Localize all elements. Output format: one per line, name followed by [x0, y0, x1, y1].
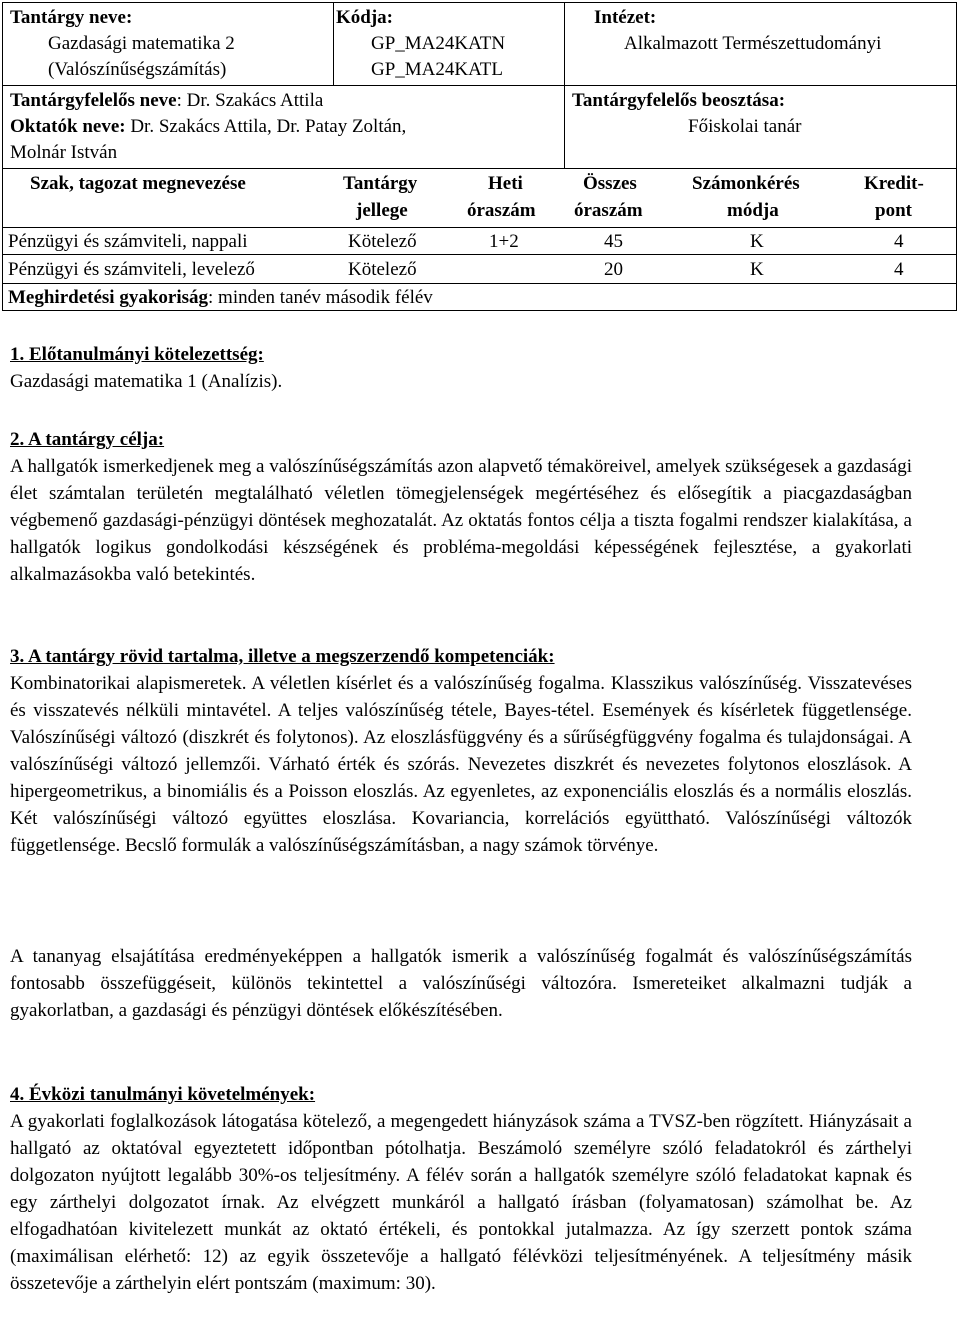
table-divider-row4: [2, 283, 957, 284]
code-value-2: GP_MA24KATL: [371, 59, 503, 80]
position-value: Főiskolai tanár: [688, 116, 802, 137]
col-header-major: Szak, tagozat megnevezése: [30, 173, 246, 194]
frequency-value: : minden tanév második félév: [208, 287, 433, 308]
table-border-top: [2, 2, 957, 3]
section-1-title: 1. Előtanulmányi kötelezettség:: [10, 344, 264, 365]
code-label: Kódja:: [336, 7, 393, 28]
col-header-exam-1: Számonkérés: [692, 173, 800, 194]
section-requirements: [10, 1081, 912, 1297]
table-divider-header: [2, 227, 957, 228]
section-4-text: A gyakorlati foglalkozások látogatása kötelező, a megengedett hiányzások száma a TVSZ-ben rögzített. Hiányzásait a hallgató az oktatóval egyeztetett időpontban pótolhatja. Beszámoló személyre szóló feladatokról és zárthelyi dolgozaton nyújtott legalább 30%-os teljesítmény. A félév során a hallgatók személyre szóló feladatokat kapnak és egy zárthelyi dolgozatot írnak. Az elvégzett munkáról a hallgató írásban (folyamatosan) számolhat be. Az elfogadhatóan kivitelezett munkát az oktató értékeli, és pontokkal jutalmazza. Az így szerzett pontok száma (maximálisan elérhető: 12) az egyik összetevője a hallgató félévközi teljesítményének. A teljesítmény másik összetevője a zárthelyin elért pontszám (maximum: 30).: [10, 1111, 912, 1294]
section-2-title: 2. A tantárgy célja:: [10, 429, 165, 450]
row1-weekly: 1+2: [489, 231, 519, 252]
instructors-value-1: Dr. Szakács Attila, Dr. Patay Zoltán,: [125, 116, 407, 137]
row2-credit: 4: [894, 259, 904, 280]
col-header-credit-1: Kredit-: [864, 173, 924, 194]
section-1-text: Gazdasági matematika 1 (Analízis).: [10, 371, 283, 392]
section-prerequisites: [10, 341, 912, 395]
section-3-text: Kombinatorikai alapismeretek. A véletlen kísérlet és a valószínűség fogalma. Klasszikus valószínűség. Visszatevéses és visszatevés nélküli mintavétel. A teljes valószínűség tétele, Bayes-tétel. Események és kísérletek függetlensége. Valószínűségi változó (diszkrét és folytonos). Az eloszlásfüggvény és a sűrűségfüggvény fogalma és tulajdonságai. A valószínűségi változó jellemzői. Várható érték és szórás. Nevezetes diszkrét és nevezetes folytonos eloszlások. A hipergeometrikus, a binomiális és a Poisson eloszlás. Az egyenletes, az exponenciális eloszlás és a normális eloszlás. Két valószínűségi változó együttes eloszlása. Kovariancia, korrelációs együttható. Valószínűségi változók függetlensége. Becslő formulák a valószínűségszámításban, a nagy számok törvénye.: [10, 673, 912, 856]
row2-exam: K: [750, 259, 764, 280]
section-3-title: 3. A tantárgy rövid tartalma, illetve a megszerzendő kompetenciák:: [10, 646, 555, 667]
table-border-bottom: [2, 310, 957, 311]
responsible-value: : Dr. Szakács Attila: [176, 90, 324, 111]
col-header-weekly-1: Heti: [488, 173, 523, 194]
subject-label: Tantárgy neve:: [10, 7, 133, 28]
position-label: Tantárgyfelelős beosztása:: [572, 90, 786, 111]
col-header-type-2: jellege: [356, 200, 408, 221]
instructors-label: Oktatók neve:: [10, 116, 126, 137]
institute-value: Alkalmazott Természettudományi: [624, 33, 882, 54]
table-border-right: [956, 2, 957, 311]
table-divider-row2: [2, 168, 957, 169]
section-3-text-2: A tananyag elsajátítása eredményeképpen a hallgatók ismerik a valószínűség fogalmát és valószínűségszámítás fontosabb összefüggéseit, különös tekintettel a valószínűségi változóra. Ismereteiket alkalmazni tudják a gyakorlatban, a gazdasági és pénzügyi döntések előkészítésében.: [10, 946, 912, 1021]
table-border-left: [2, 2, 3, 311]
row2-total: 20: [604, 259, 623, 280]
section-4-title: 4. Évközi tanulmányi követelmények:: [10, 1084, 316, 1105]
row1-total: 45: [604, 231, 623, 252]
col-header-total-2: óraszám: [574, 200, 643, 221]
col-header-exam-2: módja: [727, 200, 779, 221]
instructors-value-2: Molnár István: [10, 142, 118, 163]
row1-major: Pénzügyi és számviteli, nappali: [8, 231, 248, 252]
section-content: [10, 643, 912, 859]
subject-name-line1: Gazdasági matematika 2: [48, 33, 235, 54]
table-divider-row1: [2, 85, 957, 86]
section-2-text: A hallgatók ismerkedjenek meg a valószínűségszámítás azon alapvető témaköreivel, amelyek szükségesek a gazdasági élet számtalan területén megtalálható véletlen tömegjelenségek megértéséhez és elősegítik a piacgazdaságban végbemenő gazdasági-pénzügyi döntések meghozatalát. Az oktatás fontos célja a tiszta fogalmi rendszer kialakítása, a hallgatók logikus gondolkodási készségének és probléma-megoldási képességének fejlesztése, a gyakorlati alkalmazásokba való betekintés.: [10, 456, 912, 585]
subject-name-line2: (Valószínűségszámítás): [48, 59, 227, 80]
frequency-line: [8, 286, 433, 310]
row1-exam: K: [750, 231, 764, 252]
table-divider-code: [333, 2, 334, 86]
frequency-label: Meghirdetési gyakoriság: [8, 287, 209, 308]
institute-label: Intézet:: [594, 7, 657, 28]
col-header-total-1: Összes: [583, 173, 637, 194]
responsible-line: [10, 89, 323, 113]
table-divider-row3: [2, 254, 957, 255]
row2-major: Pénzügyi és számviteli, levelező: [8, 259, 255, 280]
col-header-credit-2: pont: [875, 200, 912, 221]
col-header-weekly-2: óraszám: [467, 200, 536, 221]
instructors-line: [10, 115, 406, 139]
section-content-outcome: [10, 943, 912, 1024]
responsible-label: Tantárgyfelelős neve: [10, 90, 177, 111]
row1-type: Kötelező: [348, 231, 417, 252]
row2-type: Kötelező: [348, 259, 417, 280]
row1-credit: 4: [894, 231, 904, 252]
code-value-1: GP_MA24KATN: [371, 33, 506, 54]
section-goal: [10, 426, 912, 588]
col-header-type-1: Tantárgy: [343, 173, 418, 194]
table-divider-institute: [564, 2, 565, 169]
